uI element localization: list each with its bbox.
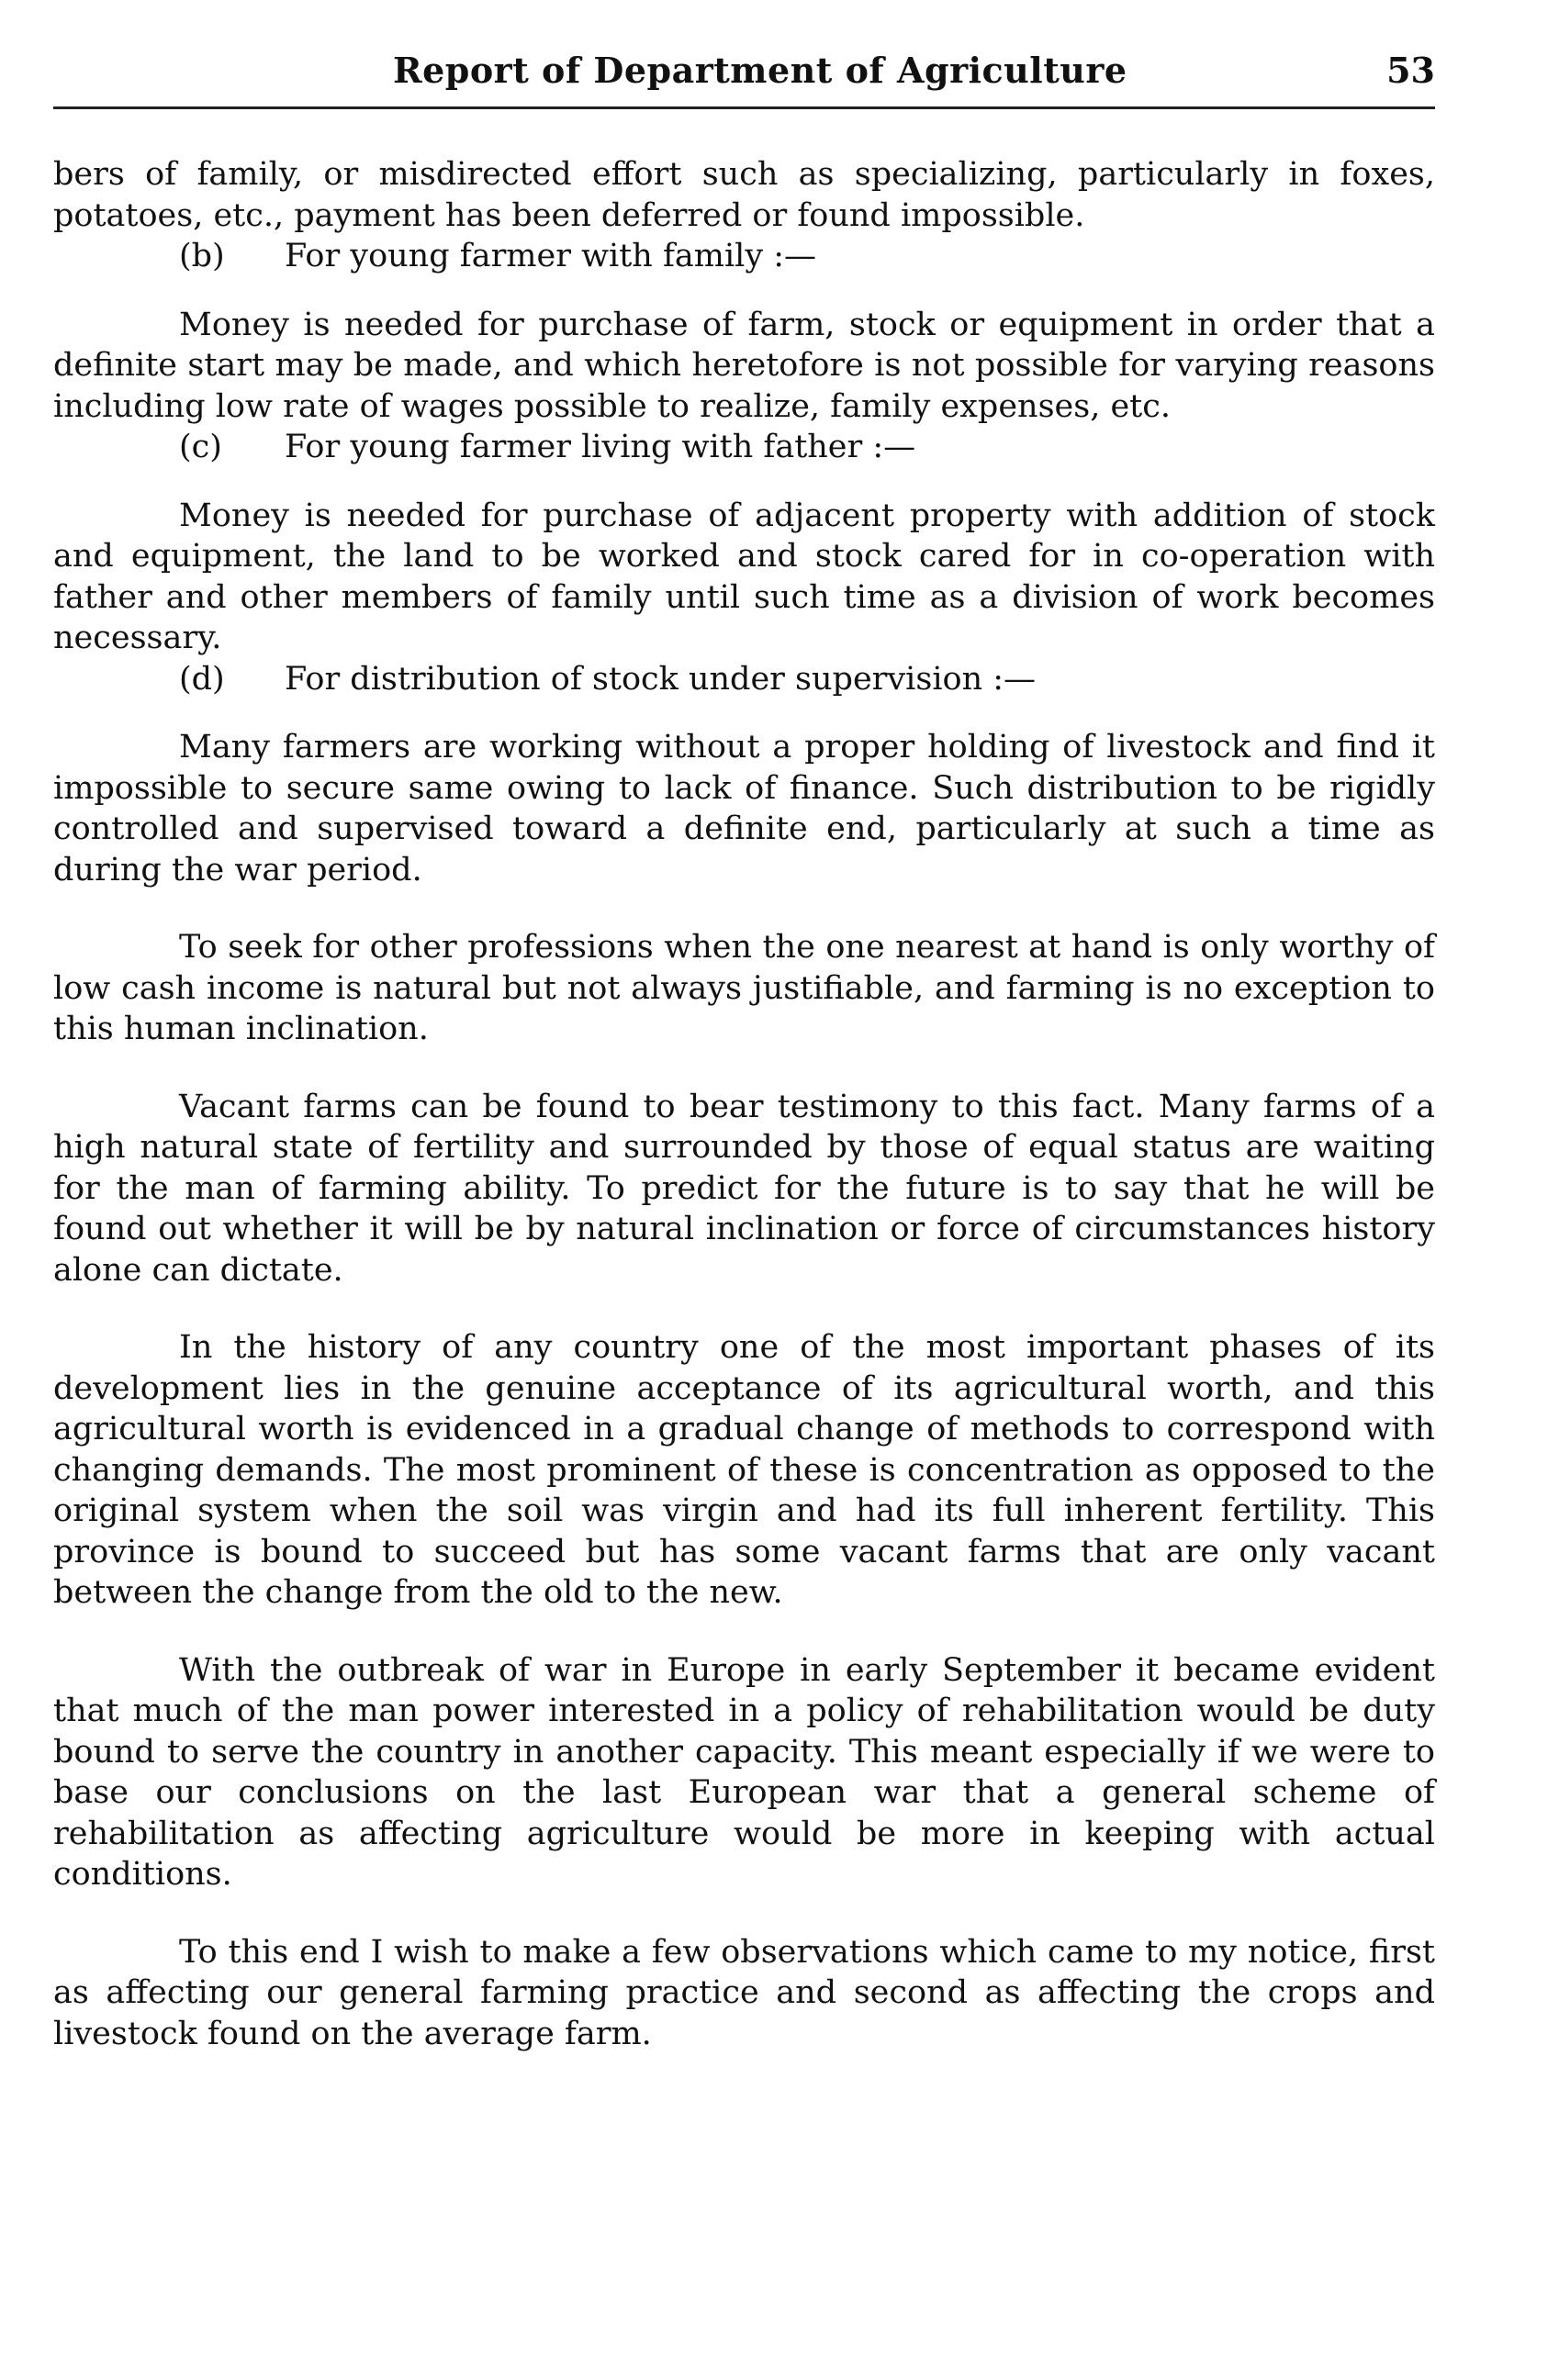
running-header	[53, 48, 1435, 109]
paragraph-war-outbreak: With the outbreak of war in Europe in early September it became evident that much of the man power interested in a policy of rehabilitation would be duty bound to serve the country in another capacity. This meant especially if we were to base our conclusions on the last European war that a general scheme of rehabilitation as affecting agriculture would be more in keeping with actual conditions.	[53, 1651, 1435, 1893]
subheading-d	[53, 659, 1435, 700]
paragraph-stock-distribution: Many farmers are working without a proper holding of livestock and find it impossible to secure same owing to lack of finance. Such distribution to be rigidly controlled and supervised toward a definite end, particularly at such a time as during the war period.	[53, 729, 1435, 888]
subheading-d-letter: (d)	[179, 660, 225, 698]
paragraph-continuation: bers of family, or misdirected effort such as specializing, particularly in foxes, potatoes, etc., payment has been deferred or found impossible.	[53, 156, 1435, 234]
header-title: Report of Department of Agriculture	[393, 50, 1127, 91]
body-text	[53, 154, 1435, 2054]
paragraph-vacant-farms: Vacant farms can be found to bear testimony to this fact. Many farms of a high natural state of fertility and surrounded by those of equal status are waiting for the man of farming ability. To predict for the future is to say that he will be found out whether it will be by natural inclination or force of circumstances history alone can dictate.	[53, 1088, 1435, 1289]
subheading-b-text: For young farmer with family :—	[285, 238, 817, 274]
paragraph-young-farmer-father: Money is needed for purchase of adjacent property with addition of stock and equipment, the land to be worked and stock cared for in co-operation with father and other members of family until such time as a division of work becomes necessary.	[53, 497, 1435, 656]
subheading-c	[53, 427, 1435, 468]
paragraph-young-farmer-family: Money is needed for purchase of farm, stock or equipment in order that a definite start may be made, and which heretofore is not possible for varying reasons including low rate of wages possible to realize, family expenses, etc.	[53, 306, 1435, 425]
subheading-c-text: For young farmer living with father :—	[285, 429, 916, 465]
page-number: 53	[1386, 50, 1435, 91]
subheading-d-text: For distribution of stock under supervision :—	[285, 660, 1037, 698]
subheading-b	[53, 236, 1435, 277]
paragraph-history: In the history of any country one of the most important phases of its development lies in the genuine acceptance of its agricultural worth, and this agricultural worth is evidenced in a gradual change of methods to correspond with changing demands. The most prominent of these is concentration as opposed to the original system when the soil was virgin and had its full inherent fertility. This province is bound to succeed but has some vacant farms that are only vacant between the change from the old to the new.	[53, 1329, 1435, 1611]
subheading-c-letter: (c)	[179, 429, 222, 465]
paragraph-observations: To this end I wish to make a few observations which came to my notice, first as affecting our general farming practice and second as affecting the crops and livestock found on the average farm.	[53, 1933, 1435, 2052]
subheading-b-letter: (b)	[179, 238, 225, 274]
paragraph-other-professions: To seek for other professions when the one nearest at hand is only worthy of low cash income is natural but not always justifiable, and farming is no exception to this human inclination.	[53, 929, 1435, 1047]
